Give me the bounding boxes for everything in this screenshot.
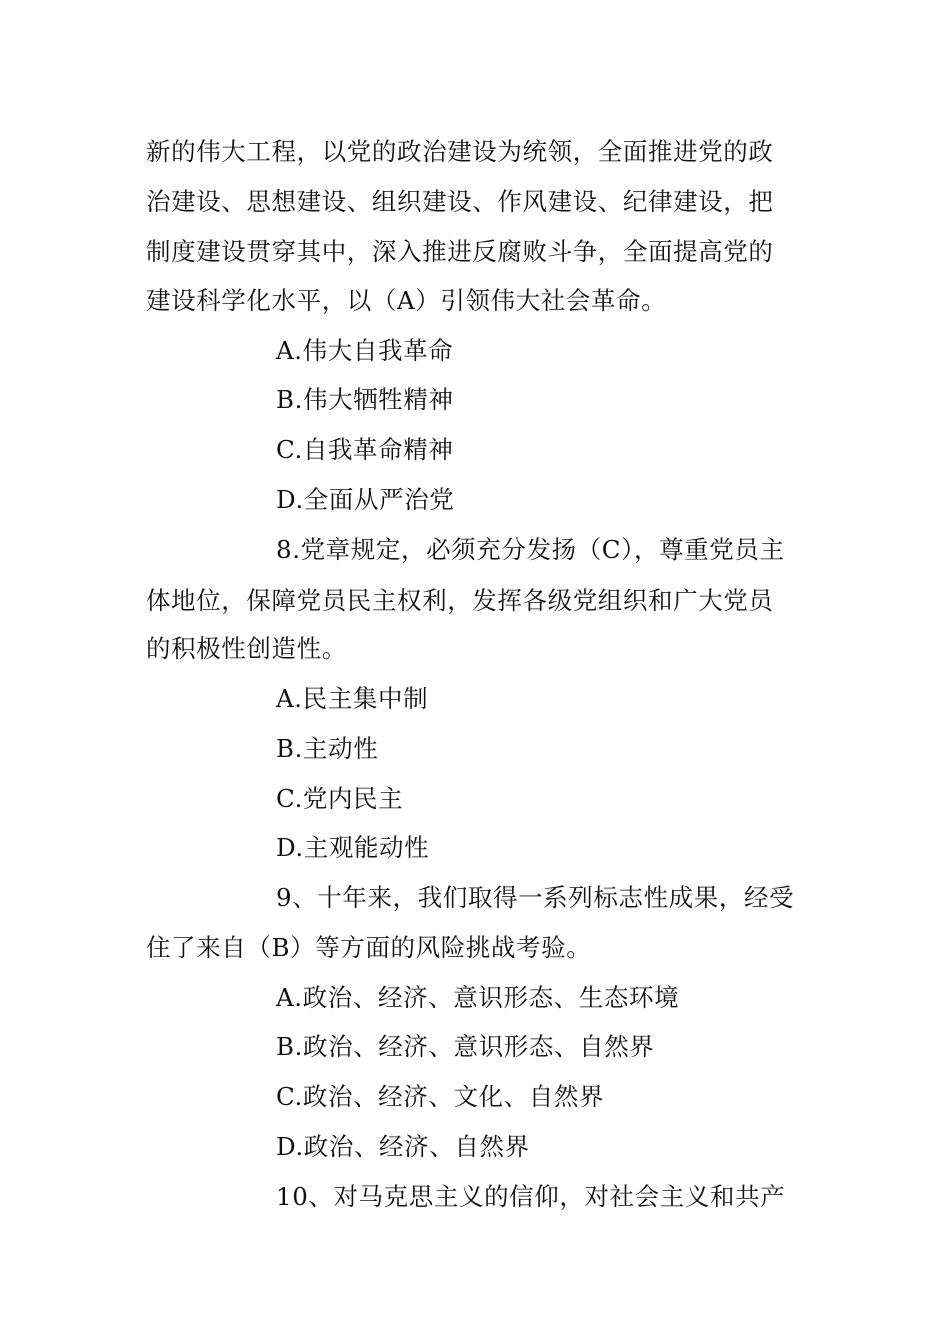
q8-option-b: B.主动性 (276, 734, 379, 763)
q10-text-line-1: 10、对马克思主义的信仰，对社会主义和共产 (276, 1182, 786, 1211)
q7-option-c: C.自我革命精神 (276, 435, 454, 464)
q7-option-a: A.伟大自我革命 (276, 336, 454, 365)
q8-option-c: C.党内民主 (276, 784, 404, 813)
q8-option-a: A.民主集中制 (276, 684, 429, 713)
q7-option-b: B.伟大牺牲精神 (276, 385, 454, 414)
q9-option-b: B.政治、经济、意识形态、自然界 (276, 1032, 655, 1061)
q8-text-line-3: 的积极性创造性。 (146, 634, 347, 663)
q7-text-line-3: 制度建设贯穿其中，深入推进反腐败斗争，全面提高党的 (146, 237, 774, 266)
q9-text-line-1: 9、十年来，我们取得一系列标志性成果，经受 (276, 883, 795, 912)
q7-text-line-1: 新的伟大工程，以党的政治建设为统领，全面推进党的政 (146, 137, 774, 166)
q8-text-line-1: 8.党章规定，必须充分发扬（C），尊重党员主 (276, 535, 785, 564)
q7-text-line-4: 建设科学化水平，以（A）引领伟大社会革命。 (146, 286, 667, 315)
q9-text-line-2: 住了来自（B）等方面的风险挑战考验。 (146, 933, 592, 962)
q7-text-line-2: 治建设、思想建设、组织建设、作风建设、纪律建设，把 (146, 187, 774, 216)
q7-option-d: D.全面从严治党 (276, 485, 455, 514)
q9-option-d: D.政治、经济、自然界 (276, 1132, 530, 1161)
q9-option-a: A.政治、经济、意识形态、生态环境 (276, 983, 680, 1012)
q9-option-c: C.政治、经济、文化、自然界 (276, 1082, 605, 1111)
q8-option-d: D.主观能动性 (276, 833, 430, 862)
q8-text-line-2: 体地位，保障党员民主权利，发挥各级党组织和广大党员 (146, 586, 774, 615)
